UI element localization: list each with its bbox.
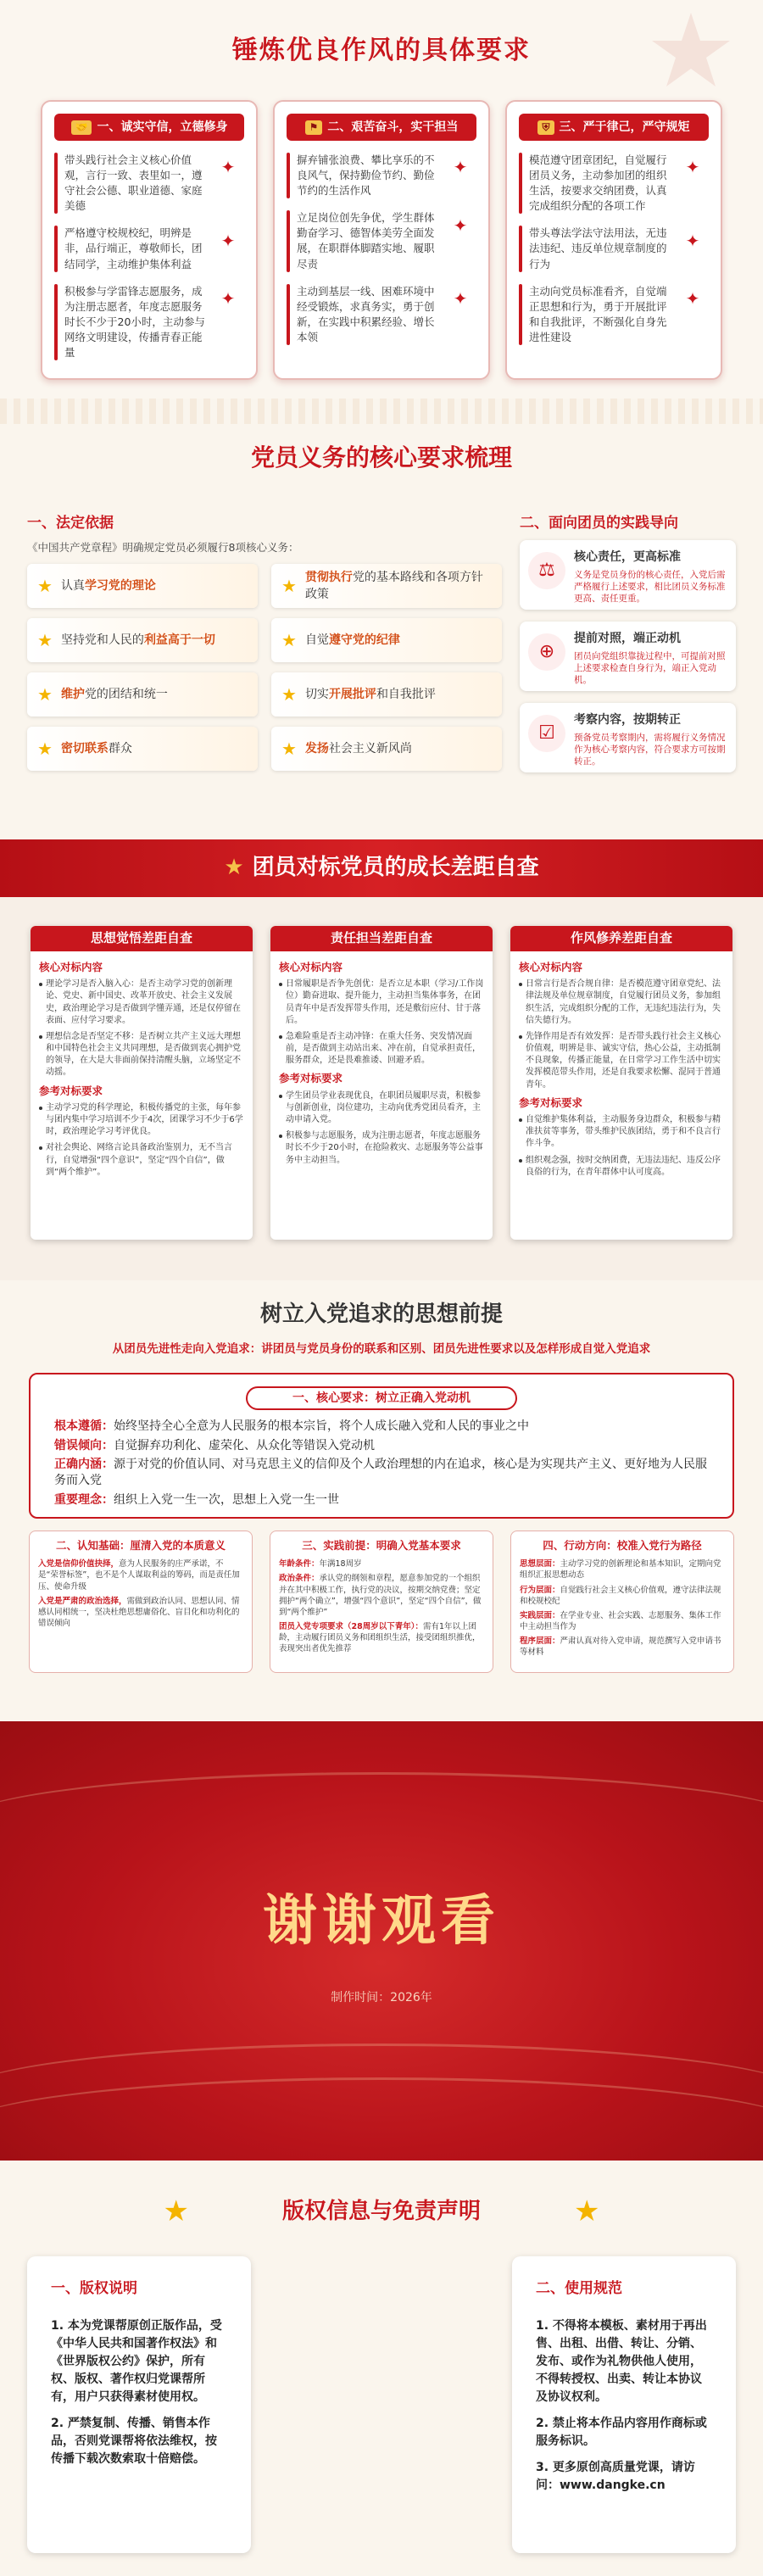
accent-bar bbox=[287, 210, 290, 272]
checklist-icon: ☑ bbox=[528, 715, 565, 752]
section-banner bbox=[0, 839, 763, 897]
decorative-band bbox=[0, 399, 763, 424]
core-row-value: 自觉摒弃功利化、虚荣化、从众化等错误入党动机 bbox=[114, 1438, 375, 1452]
card-header: 思想觉悟差距自查 bbox=[31, 926, 253, 951]
accent-bar bbox=[287, 284, 290, 346]
requirement-text: 严格遵守校规校纪，明辨是非，品行端正，尊敬师长，团结同学，主动维护集体利益 bbox=[64, 226, 203, 270]
premise-para bbox=[279, 1558, 484, 1570]
duty-item bbox=[271, 672, 502, 716]
accent-bar bbox=[519, 226, 522, 271]
star-icon: ★ bbox=[163, 2194, 189, 2228]
premise-key: 入党是严肃的政治选择， bbox=[38, 1596, 127, 1606]
requirement-text: 带头践行社会主义核心价值观，言行一致、表里如一，遵守社会公德、职业道德、家庭美德 bbox=[64, 153, 203, 213]
requirement-text: 主动到基层一线、困难环境中经受锻炼，求真务实，勇于创新，在实践中积累经验、增长本领 bbox=[297, 284, 435, 344]
card-body bbox=[31, 951, 253, 1188]
check-item: 自觉维护集体利益，主动服务身边群众，积极参与精准扶贫等事务，带头维护民族团结，勇于和不良言行作斗争。 bbox=[519, 1114, 724, 1151]
copyright-para: 3. 更多原创高质量党课，请访问：www.dangke.cn bbox=[536, 2460, 695, 2492]
thanks-title: 谢谢观看 bbox=[263, 1890, 500, 1953]
intro-text: 《中国共产党章程》明确规定党员必须履行8项核心义务： bbox=[27, 541, 299, 555]
section-title: 版权信息与免责声明 bbox=[281, 2198, 481, 2224]
section-title: 党员义务的核心要求梳理 bbox=[250, 443, 512, 471]
star-icon: ★ bbox=[281, 629, 297, 650]
core-requirement-box bbox=[29, 1373, 734, 1519]
orientation-card bbox=[520, 622, 736, 691]
orientation-list bbox=[520, 540, 736, 772]
premise-value: 意为人民服务的庄严承诺，不是“荣誉标签”，也不是个人谋取利益的筹码，而是责任加压、使命升级 bbox=[38, 1559, 240, 1592]
card-header: 二、使用规范 bbox=[536, 2280, 622, 2298]
accent-bar bbox=[54, 153, 58, 215]
check-item: 对社会舆论、网络言论具备政治鉴别力，无不当言行，自觉增强“四个意识”，坚定“四个自信”，做到“两个维护”。 bbox=[39, 1142, 244, 1179]
orientation-title: 核心责任，更高标准 bbox=[574, 550, 681, 565]
check-item: 理想信念是否坚定不移：是否树立共产主义远大理想和中国特色社会主义共同理想，是否做到衷心拥护党的领导，在大是大非面前保持清醒头脑，立场坚定不动摇。 bbox=[39, 1031, 244, 1079]
illustration-icon: ✦ bbox=[453, 157, 468, 178]
core-row-value: 组织上入党一生一次，思想上入党一生一世 bbox=[114, 1492, 339, 1507]
duty-item bbox=[271, 727, 502, 771]
illustration-icon: ✦ bbox=[685, 157, 700, 178]
duty-pre: 认真 bbox=[60, 579, 85, 594]
core-row bbox=[54, 1457, 709, 1490]
core-heading: 一、核心要求：树立正确入党动机 bbox=[246, 1386, 517, 1410]
premise-value: 严肃认真对待入党申请，规范撰写入党申请书等材料 bbox=[520, 1636, 721, 1658]
core-row bbox=[54, 1419, 709, 1435]
duty-text bbox=[305, 569, 492, 604]
star-icon: ★ bbox=[281, 575, 297, 596]
star-icon: ★ bbox=[574, 2194, 600, 2228]
style-card bbox=[273, 100, 490, 380]
core-row-key: 重要理念： bbox=[54, 1492, 114, 1507]
check-item: 理论学习是否入脑入心：是否主动学习党的创新理论、党史、新中国史、改革开放史、社会主义发展史，政治理论学习是否做到学懂弄通，还是仅停留在表面、应付学习要求。 bbox=[39, 979, 244, 1027]
check-item: 组织观念强，按时交纳团费，无违法违纪、违反公序良俗的行为，在青年群体中认可度高。 bbox=[519, 1155, 724, 1179]
orientation-title: 考察内容，按期转正 bbox=[574, 713, 681, 728]
shield-icon: ⛨ bbox=[537, 120, 554, 135]
accent-bar bbox=[519, 284, 522, 346]
duty-item bbox=[27, 564, 258, 608]
duty-list bbox=[27, 564, 502, 771]
style-card bbox=[505, 100, 722, 380]
premise-key: 政治条件： bbox=[279, 1574, 320, 1584]
duty-text bbox=[61, 577, 156, 594]
copyright-cards bbox=[0, 2256, 763, 2553]
duty-pre: 坚持党和人民的 bbox=[60, 633, 144, 648]
card-header: 三、实践前提：明确入党基本要求 bbox=[302, 1539, 461, 1553]
core-row-key: 正确内涵： bbox=[54, 1457, 114, 1471]
subheading: 一、法定依据 bbox=[27, 514, 114, 532]
orientation-body bbox=[574, 630, 727, 683]
core-row-value: 始终坚持全心全意为人民服务的根本宗旨，将个人成长融入党和人民的事业之中 bbox=[114, 1419, 529, 1434]
practice-orientation-panel bbox=[520, 513, 736, 785]
check-item: 积极参与志愿服务，成为注册志愿者，年度志愿服务时长不少于20小时，在抢险救灾、志愿服务等公益事务中主动担当。 bbox=[279, 1130, 484, 1167]
decorative-wave bbox=[0, 1772, 763, 1874]
check-item: 急难险重是否主动冲锋：在重大任务、突发情况面前，是否做到主动站出来、冲在前，自觉承担责任，服务群众，还是畏难推诿、回避矛盾。 bbox=[279, 1031, 484, 1068]
card-header: 一、版权说明 bbox=[51, 2280, 137, 2298]
illustration-icon: ✦ bbox=[453, 288, 468, 309]
production-time: 制作时间：2026年 bbox=[331, 1991, 432, 2004]
premise-value: 需有1年以上团龄，主动履行团员义务和团组织生活，接受团组织推优，表现突出者优先推荐 bbox=[279, 1621, 481, 1654]
premise-key: 年龄条件： bbox=[279, 1559, 320, 1570]
party-emblem-watermark-icon bbox=[636, 8, 746, 93]
requirement-text: 摒弃铺张浪费、攀比享乐的不良风气，保持勤俭节约、勤俭节约的生活作风 bbox=[297, 153, 435, 198]
core-row-value: 源于对党的价值认同、对马克思主义的信仰及个人政治理想的内在追求，核心是为实现共产主义、更好地为人民服务而入党 bbox=[54, 1457, 707, 1488]
card-header: 作风修养差距自查 bbox=[510, 926, 732, 951]
star-icon: ★ bbox=[37, 683, 53, 705]
legal-basis-panel bbox=[27, 513, 502, 785]
card-subheading: 参考对标要求 bbox=[279, 1072, 343, 1085]
check-item: 先锋作用是否有效发挥：是否带头践行社会主义核心价值观，明辨是非、诚实守信，热心公益，主动抵制不良现象，传播正能量，在日常学习工作生活中切实发挥模范带头作用，还是自我要求松懈、混同于普通青年。 bbox=[519, 1031, 724, 1091]
card-header-label: 一、诚实守信，立德修身 bbox=[97, 120, 228, 134]
duty-highlight: 贯彻执行 bbox=[304, 571, 353, 585]
duty-post: 党的基本路线和各项方针政策 bbox=[304, 571, 483, 602]
core-row-key: 错误倾向： bbox=[54, 1438, 114, 1452]
requirement-item bbox=[519, 226, 709, 271]
requirement-item bbox=[54, 284, 244, 361]
illustration-icon: ✦ bbox=[453, 215, 468, 236]
copyright-para: 2. 严禁复制、传播、销售本作品，否则党课帮将依法维权，按传播下载次数索取十倍赔偿。 bbox=[51, 2416, 217, 2466]
duty-highlight: 学习党的理论 bbox=[84, 579, 156, 594]
premise-key: 思想层面： bbox=[520, 1559, 560, 1570]
card-header: 二、认知基础：厘清入党的本质意义 bbox=[55, 1539, 226, 1553]
premise-para bbox=[520, 1636, 725, 1658]
check-item: 主动学习党的科学理论，积极传播党的主张，每年参与团内集中学习培训不少于4次，团课学习不少于6学时，政治理论学习考评优良。 bbox=[39, 1102, 244, 1139]
duty-text bbox=[61, 740, 132, 757]
card-header bbox=[287, 114, 476, 141]
accent-bar bbox=[54, 284, 58, 361]
check-item: 日常言行是否合规自律：是否模范遵守团章党纪、法律法规及单位规章制度，自觉履行团员义务，参加组织生活，完成组织分配的工作，无违纪违法行为，失信失德行为。 bbox=[519, 979, 724, 1027]
premise-para bbox=[38, 1596, 243, 1629]
card-subheading: 核心对标内容 bbox=[279, 961, 343, 973]
duty-text bbox=[305, 632, 400, 649]
core-row-key: 根本遵循： bbox=[54, 1419, 114, 1434]
card-subheading: 参考对标要求 bbox=[519, 1096, 583, 1109]
card-header bbox=[519, 114, 709, 141]
duty-highlight: 维护 bbox=[60, 688, 85, 702]
premise-key: 实践层面： bbox=[520, 1610, 560, 1620]
copyright-para: 1. 本为党课帮原创正版作品，受《中华人民共和国著作权法》和《世界版权公约》保护，所有权、版权、著作权归党课帮所有，用户只获得素材使用权。 bbox=[51, 2318, 222, 2404]
duty-text bbox=[61, 632, 215, 649]
star-icon: ★ bbox=[37, 738, 53, 759]
duty-pre: 自觉 bbox=[304, 633, 329, 648]
requirement-text: 模范遵守团章团纪，自觉履行团员义务，主动参加团的组织生活，按要求交纳团费，认真完成组织分配的各项工作 bbox=[529, 153, 667, 213]
duty-pre: 切实 bbox=[304, 688, 329, 702]
card-header-label: 二、艰苦奋斗，实干担当 bbox=[327, 120, 459, 134]
duty-post: 和自我批评 bbox=[376, 688, 436, 702]
core-row bbox=[54, 1438, 709, 1454]
premise-para bbox=[38, 1558, 243, 1592]
copyright-para: 1. 不得将本模板、素材用于再出售、出租、出借、转让、分销、发布、或作为礼物供他人使用，不得转授权、出卖、转让本协议及协议权利。 bbox=[536, 2318, 707, 2404]
premise-card bbox=[270, 1531, 493, 1673]
card-header-label: 三、严于律己，严守规矩 bbox=[559, 120, 690, 134]
premise-key: 团员入党专项要求（28周岁以下青年）： bbox=[279, 1621, 423, 1631]
section-style-requirements bbox=[0, 0, 763, 399]
star-icon: ★ bbox=[281, 683, 297, 705]
scale-icon: ⚖ bbox=[528, 552, 565, 589]
premise-key: 行为层面： bbox=[520, 1585, 560, 1595]
illustration-icon: ✦ bbox=[685, 288, 700, 309]
section-self-check bbox=[0, 839, 763, 1280]
orientation-title: 提前对照，端正动机 bbox=[574, 632, 681, 646]
orientation-desc: 义务是党员身份的核心责任，入党后需严格履行上述要求，相比团员义务标准更高、责任更重。 bbox=[574, 569, 726, 604]
orientation-body bbox=[574, 549, 727, 604]
star-icon: ★ bbox=[281, 738, 297, 759]
compass-icon: ⊕ bbox=[528, 633, 565, 671]
duty-highlight: 发扬 bbox=[304, 742, 329, 756]
illustration-icon: ✦ bbox=[220, 157, 236, 178]
orientation-body bbox=[574, 711, 727, 767]
subheading: 二、面向团员的实践导向 bbox=[520, 514, 678, 532]
requirement-item bbox=[519, 153, 709, 215]
premise-value: 自觉践行社会主义核心价值观，遵守法律法规和校规校纪 bbox=[520, 1585, 721, 1606]
duty-post: 党的团结和统一 bbox=[84, 688, 168, 702]
requirement-item bbox=[54, 153, 244, 215]
decorative-wave bbox=[0, 2077, 763, 2161]
orientation-card bbox=[520, 703, 736, 772]
style-card bbox=[41, 100, 258, 380]
illustration-icon: ✦ bbox=[220, 288, 236, 309]
duty-text bbox=[61, 686, 168, 703]
star-icon: ★ bbox=[37, 629, 53, 650]
orientation-card bbox=[520, 540, 736, 610]
premise-value: 承认党的纲领和章程，愿意参加党的一个组织并在其中积极工作，执行党的决议，按期交纳党费；坚定拥护“两个确立”，增强“四个意识”，坚定“四个自信”，做到“两个维护” bbox=[279, 1574, 482, 1617]
self-check-card bbox=[510, 926, 732, 1240]
duty-item bbox=[27, 727, 258, 771]
duty-post: 群众 bbox=[108, 742, 132, 756]
self-check-card bbox=[270, 926, 493, 1240]
card-subheading: 核心对标内容 bbox=[519, 961, 583, 973]
style-cards bbox=[0, 100, 763, 380]
requirement-text: 带头尊法学法守法用法，无违法违纪、违反单位规章制度的行为 bbox=[529, 226, 667, 270]
card-subheading: 核心对标内容 bbox=[39, 961, 103, 973]
section-subtitle: 从团员先进性走向入党追求：讲团员与党员身份的联系和区别、团员先进性要求以及怎样形成自觉入党追求 bbox=[112, 1341, 651, 1356]
section-copyright bbox=[0, 2161, 763, 2576]
requirement-item bbox=[287, 210, 476, 272]
premise-value: 主动学习党的创新理论和基本知识，定期向党组织汇报思想动态 bbox=[520, 1559, 721, 1581]
illustration-icon: ✦ bbox=[220, 230, 236, 251]
accent-bar bbox=[54, 226, 58, 271]
card-header bbox=[54, 114, 244, 141]
copyright-card bbox=[27, 2256, 251, 2553]
duty-highlight: 开展批评 bbox=[328, 688, 376, 702]
premise-para bbox=[520, 1558, 725, 1581]
accent-bar bbox=[519, 153, 522, 215]
section-thanks bbox=[0, 1721, 763, 2161]
card-body bbox=[270, 951, 493, 1176]
star-icon: ★ bbox=[224, 855, 244, 881]
self-check-cards bbox=[0, 926, 763, 1240]
requirement-item bbox=[287, 153, 476, 198]
duty-item bbox=[271, 564, 502, 608]
premise-value: 在学业专业、社会实践、志愿服务、集体工作中主动担当作为 bbox=[520, 1610, 721, 1631]
section-ideological-premise bbox=[0, 1280, 763, 1721]
copyright-para: 2. 禁止将本作品内容用作商标或服务标识。 bbox=[536, 2416, 707, 2448]
duty-post: 社会主义新风尚 bbox=[328, 742, 412, 756]
accent-bar bbox=[287, 153, 290, 198]
copyright-card bbox=[512, 2256, 736, 2553]
core-row bbox=[54, 1492, 709, 1508]
card-header: 四、行动方向：校准入党行为路径 bbox=[543, 1539, 702, 1553]
duty-highlight: 密切联系 bbox=[60, 742, 109, 756]
card-subheading: 参考对标要求 bbox=[39, 1084, 103, 1097]
orientation-desc: 预备党员考察期内，需将履行义务情况作为核心考察内容，符合要求方可按期转正。 bbox=[574, 732, 726, 767]
premise-key: 程序层面： bbox=[520, 1636, 560, 1647]
check-item: 日常履职是否争先创优：是否立足本职（学习/工作岗位）勤奋进取、提升能力，主动担当集体事务，在团员青年中是否发挥带头作用，还是敷衍应付、甘于落后。 bbox=[279, 979, 484, 1027]
premise-para bbox=[520, 1585, 725, 1607]
premise-card bbox=[510, 1531, 734, 1673]
requirement-text: 积极参与学雷锋志愿服务，成为注册志愿者，年度志愿服务时长不少于20小时，主动参与网络文明建设，传播青春正能量 bbox=[64, 284, 205, 360]
premise-value: 年满18周岁 bbox=[319, 1559, 362, 1570]
requirement-item bbox=[287, 284, 476, 346]
star-icon: ★ bbox=[37, 575, 53, 596]
duty-highlight: 遵守党的纪律 bbox=[328, 633, 400, 648]
flag-icon: ⚑ bbox=[305, 120, 323, 135]
section-title: 团员对标党员的成长差距自查 bbox=[252, 855, 539, 881]
check-item: 学生团员学业表现优良，在职团员履职尽责，积极参与创新创业，岗位建功，主动向优秀党团员看齐，主动申请入党。 bbox=[279, 1090, 484, 1127]
premise-para bbox=[520, 1610, 725, 1632]
premise-card bbox=[29, 1531, 253, 1673]
premise-para bbox=[279, 1573, 484, 1617]
requirement-text: 立足岗位创先争优，学生群体勤奋学习、德智体美劳全面发展，在职群体脚踏实地、履职尽责 bbox=[297, 211, 435, 270]
premise-para bbox=[279, 1621, 484, 1654]
card-header: 责任担当差距自查 bbox=[270, 926, 493, 951]
premise-key: 入党是信仰价值抉择， bbox=[38, 1559, 120, 1570]
duty-item bbox=[271, 618, 502, 662]
self-check-card bbox=[31, 926, 253, 1240]
requirement-item bbox=[519, 284, 709, 346]
premise-value: 需做到政治认同、思想认同、情感认同相统一，坚决杜绝思想庸俗化、盲目化和功利化的错误倾向 bbox=[38, 1596, 240, 1628]
duty-text bbox=[305, 740, 412, 757]
premise-cards bbox=[0, 1531, 763, 1673]
orientation-desc: 团员向党组织靠拢过程中，可提前对照上述要求检查自身行为，端正入党动机。 bbox=[574, 650, 726, 685]
section-member-duties bbox=[0, 399, 763, 839]
duty-highlight: 利益高于一切 bbox=[143, 633, 215, 648]
section-title: 锤炼优良作风的具体要求 bbox=[232, 36, 531, 65]
duty-item bbox=[27, 672, 258, 716]
card-body bbox=[510, 951, 732, 1188]
section-title: 树立入党追求的思想前提 bbox=[259, 1302, 503, 1327]
requirement-text: 主动向党员标准看齐，自觉端正思想和行为，勇于开展批评和自我批评，不断强化自身先进性建设 bbox=[529, 284, 667, 344]
duty-text bbox=[305, 686, 436, 703]
handshake-icon: 🤝 bbox=[71, 120, 92, 135]
duty-item bbox=[27, 618, 258, 662]
requirement-item bbox=[54, 226, 244, 271]
illustration-icon: ✦ bbox=[685, 230, 700, 251]
